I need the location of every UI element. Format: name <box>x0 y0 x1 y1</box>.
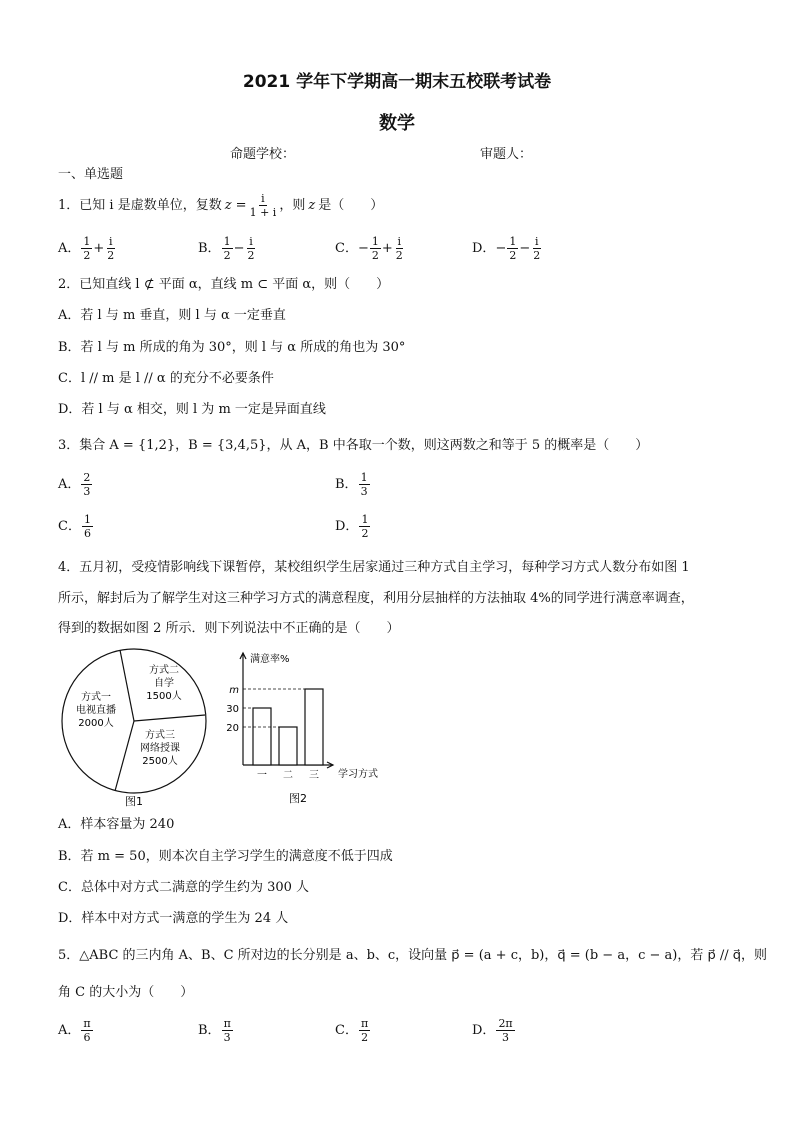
frac-den: 3 <box>223 1031 231 1044</box>
frac-den: 3 <box>360 485 368 498</box>
reviewer-label: 审题人： <box>480 147 533 162</box>
q1-option-op: + <box>381 241 393 256</box>
frac-den: 2 <box>361 1031 369 1044</box>
frac-num: 1 <box>83 513 91 526</box>
q2-option-c[interactable]: C．l // m 是 l // α 的充分不必要条件 <box>58 371 274 386</box>
q5-option-b[interactable] <box>198 1018 234 1043</box>
q1-option-c[interactable] <box>335 236 406 261</box>
q4-option-d[interactable]: D．样本中对方式一满意的学生为 24 人 <box>58 911 289 926</box>
frac-num: 1 <box>509 235 517 248</box>
frac-den: 6 <box>83 1031 91 1044</box>
q5-option-label: A． <box>58 1023 81 1038</box>
x-tick-label-3: 三 <box>309 770 319 781</box>
sector-1-line-3: 2000人 <box>78 718 114 729</box>
q1-fraction <box>248 193 279 218</box>
question-5-line-1: 5．△ABC 的三内角 A、B、C 所对边的长分别是 a、b、c，设向量 p⃗ = (a + c，b)，q⃗ = (b − a，c − a)，若 p⃗ // q⃗，则 <box>58 948 767 963</box>
frac-num: 1 <box>360 471 368 484</box>
q1-option-a[interactable] <box>58 236 117 261</box>
frac-den: 2 <box>395 249 403 262</box>
q3-option-frac <box>359 514 370 539</box>
q1-option-frac2 <box>105 236 116 261</box>
bar-3 <box>305 689 323 765</box>
pie-divider-3 <box>115 721 134 791</box>
q3-option-label: B． <box>335 477 358 492</box>
q1-option-sign: − <box>495 241 507 256</box>
q1-option-label: C． <box>335 241 358 256</box>
q1-option-op: − <box>519 241 531 256</box>
q1-stem-b: ，则 <box>279 198 306 213</box>
q1-option-sign: − <box>357 241 369 256</box>
sector-3-line-3: 2500人 <box>142 756 178 767</box>
frac-den: 6 <box>83 527 91 540</box>
frac-num: π <box>360 1017 369 1030</box>
frac-num: 1 <box>83 235 91 248</box>
frac-num: π <box>223 1017 231 1030</box>
frac-num: 1 <box>223 235 231 248</box>
pie-divider-2 <box>134 715 205 721</box>
q3-option-label: A． <box>58 477 81 492</box>
sector-2-line-3: 1500人 <box>146 691 182 702</box>
q3-option-label: D． <box>335 519 359 534</box>
q5-option-c[interactable] <box>335 1018 371 1043</box>
frac-num: 2 <box>83 471 91 484</box>
subject-title: 数学 <box>379 113 415 134</box>
q5-option-frac <box>496 1018 514 1043</box>
bar-2 <box>279 727 297 765</box>
q2-option-d[interactable]: D．若 l 与 α 相交，则 l 为 m 一定是异面直线 <box>58 402 326 417</box>
q3-option-frac <box>359 472 370 497</box>
q1-z-eq: z = <box>224 198 247 213</box>
frac-den: 2 <box>509 249 517 262</box>
q2-option-a[interactable]: A．若 l 与 m 垂直，则 l 与 α 一定垂直 <box>58 308 286 323</box>
q4-option-a[interactable]: A．样本容量为 240 <box>58 817 175 832</box>
q1-option-frac2 <box>394 236 405 261</box>
frac-den: 2 <box>107 249 115 262</box>
frac-num: i <box>109 235 113 248</box>
frac-den: 2 <box>247 249 255 262</box>
x-tick-label-2: 二 <box>283 770 293 781</box>
sector-2-line-1: 方式二 <box>149 665 179 676</box>
question-1-stem <box>58 193 383 218</box>
q5-option-d[interactable] <box>472 1018 516 1043</box>
q3-option-d[interactable] <box>335 514 371 539</box>
q3-option-b[interactable] <box>335 472 371 497</box>
y-axis-label: 满意率% <box>250 654 290 665</box>
sector-3-line-1: 方式三 <box>145 730 175 741</box>
pie-divider-1 <box>120 650 134 721</box>
section-heading: 一、单选题 <box>58 167 124 182</box>
q1-option-frac1 <box>222 236 233 261</box>
q3-option-frac <box>81 472 92 497</box>
question-4-line-2: 所示，解封后为了解学生对这三种学习方式的满意程度，利用分层抽样的方法抽取 4%的同学进行满意率调查， <box>58 591 694 606</box>
bar-caption: 图2 <box>289 792 307 805</box>
sector-1-line-1: 方式一 <box>81 692 111 703</box>
sector-3-line-2: 网络授课 <box>140 743 180 754</box>
frac-num: i <box>397 235 402 248</box>
question-3-stem: 3．集合 A = {1,2}，B = {3,4,5}，从 A，B 中各取一个数，则这两数之和等于 5 的概率是（ ） <box>58 438 649 453</box>
x-tick-label-1: 一 <box>257 770 267 781</box>
q5-option-label: C． <box>335 1023 358 1038</box>
frac-den: 3 <box>83 485 91 498</box>
q1-option-frac1 <box>81 236 92 261</box>
frac-den: 3 <box>502 1031 510 1044</box>
q1-option-d[interactable] <box>472 236 543 261</box>
bar-1 <box>253 708 271 765</box>
q5-option-label: D． <box>472 1023 496 1038</box>
pie-caption: 图1 <box>125 795 143 808</box>
question-5-line-2: 角 C 的大小为（ ） <box>58 985 194 1000</box>
q5-option-frac <box>81 1018 92 1043</box>
q1-option-frac2 <box>245 236 256 261</box>
q1-stem-a: 1．已知 i 是虚数单位，复数 <box>58 198 222 213</box>
q1-frac-den: 1 + i <box>249 206 277 219</box>
q5-option-frac <box>222 1018 233 1043</box>
q5-option-a[interactable] <box>58 1018 94 1043</box>
bar-chart <box>218 645 393 810</box>
q1-option-label: D． <box>472 241 496 256</box>
y-tick-label-1: 20 <box>226 723 239 734</box>
q3-option-a[interactable] <box>58 472 93 497</box>
q1-stem-c: 是（ ） <box>318 198 384 213</box>
q1-option-op: + <box>93 241 105 256</box>
school-label: 命题学校： <box>230 147 296 162</box>
x-axis-label: 学习方式 <box>338 769 378 780</box>
q1-option-frac2 <box>531 236 542 261</box>
frac-num: 1 <box>361 513 369 526</box>
question-2-stem: 2．已知直线 l ⊄ 平面 α，直线 m ⊂ 平面 α，则（ ） <box>58 277 390 292</box>
frac-num: i <box>534 235 539 248</box>
q3-option-frac <box>82 514 93 539</box>
frac-num: i <box>249 235 253 248</box>
q1-frac-num: i <box>261 192 265 205</box>
q1-option-label: B． <box>198 241 221 256</box>
q5-option-label: B． <box>198 1023 221 1038</box>
q1-option-op: − <box>233 241 245 256</box>
bar-layer <box>226 653 333 781</box>
q1-option-label: A． <box>58 241 81 256</box>
q2-option-b[interactable]: B．若 l 与 m 所成的角为 30°，则 l 与 α 所成的角也为 30° <box>58 340 406 355</box>
frac-den: 2 <box>361 527 369 540</box>
y-tick-label-2: 30 <box>226 704 239 715</box>
frac-den: 2 <box>533 249 541 262</box>
q4-option-b[interactable]: B．若 m = 50，则本次自主学习学生的满意度不低于四成 <box>58 849 393 864</box>
frac-den: 2 <box>83 249 91 262</box>
q3-option-c[interactable] <box>58 514 94 539</box>
sector-2-line-2: 自学 <box>154 678 174 689</box>
frac-den: 2 <box>371 249 379 262</box>
question-4-line-3: 得到的数据如图 2 所示．则下列说法中不正确的是（ ） <box>58 621 400 636</box>
frac-num: π <box>83 1017 91 1030</box>
q1-option-frac1 <box>370 236 381 261</box>
frac-num: 1 <box>371 235 379 248</box>
q1-stem-z: z <box>308 198 316 213</box>
q4-option-c[interactable]: C．总体中对方式二满意的学生约为 300 人 <box>58 880 310 895</box>
pie-figure <box>60 645 210 810</box>
exam-title: 2021 学年下学期高一期末五校联考试卷 <box>242 72 552 92</box>
q1-option-b[interactable] <box>198 236 257 261</box>
frac-den: 2 <box>223 249 231 262</box>
frac-num: 2π <box>498 1017 513 1030</box>
q3-option-label: C． <box>58 519 81 534</box>
sector-1-line-2: 电视直播 <box>76 705 116 716</box>
q5-option-frac <box>359 1018 370 1043</box>
y-tick-label-3: m <box>229 685 239 696</box>
question-4-line-1: 4．五月初，受疫情影响线下课暂停，某校组织学生居家通过三种方式自主学习，每种学习方式人数分布如图 1 <box>58 560 690 575</box>
q1-option-frac1 <box>507 236 518 261</box>
